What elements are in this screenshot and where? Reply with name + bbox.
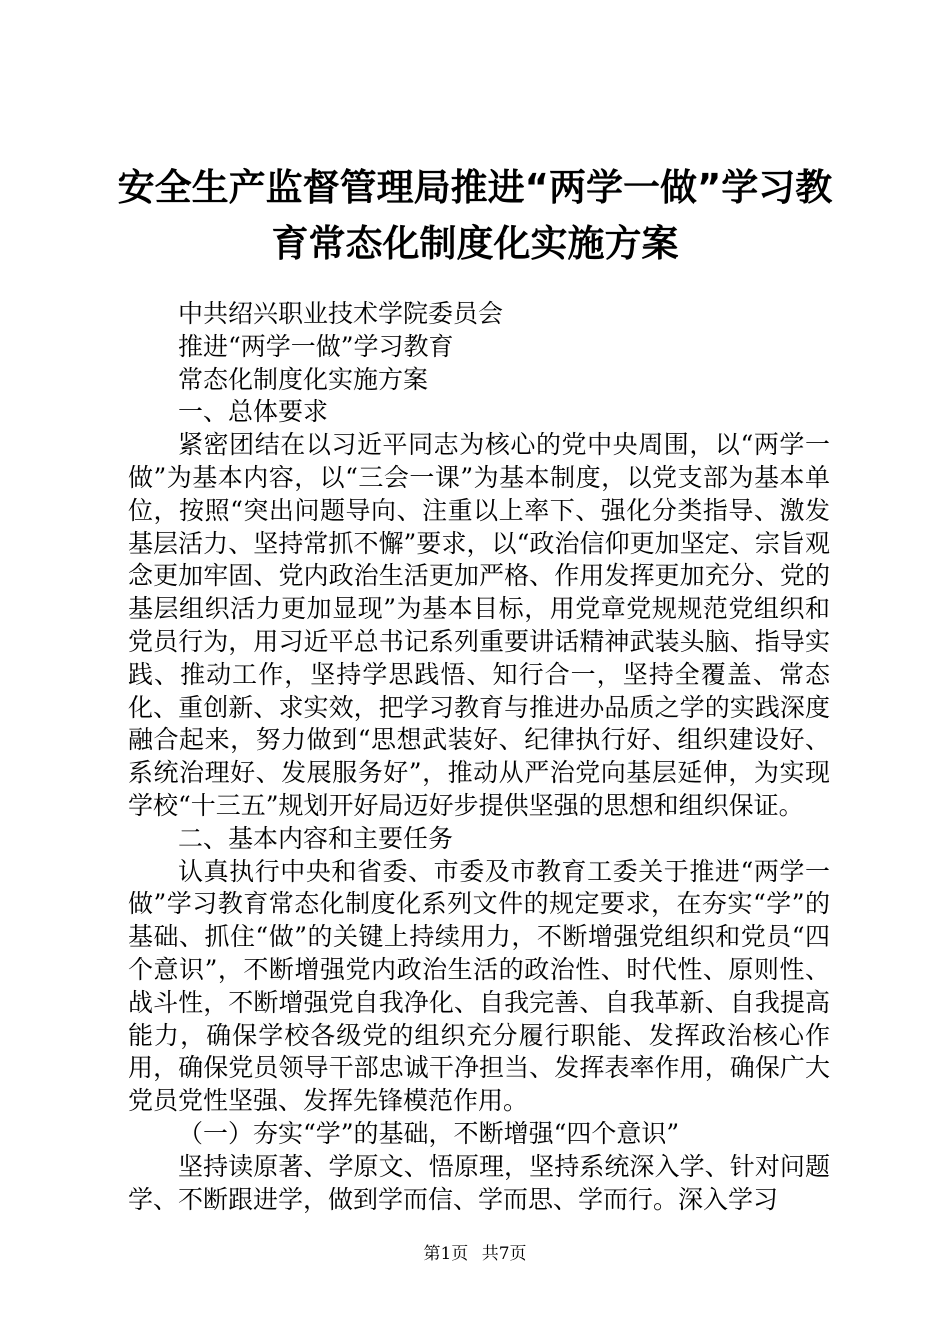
page-total: 共7页 bbox=[481, 1244, 527, 1264]
page-number: 第1页 bbox=[423, 1244, 469, 1264]
paragraph-study: 坚持读原著、学原文、悟原理，坚持系统深入学、针对问题学、不断跟进学，做到学而信、学而思、学而行。深入学习 bbox=[128, 1151, 830, 1214]
paragraph-org-name: 中共绍兴职业技术学院委员会 bbox=[178, 299, 504, 328]
document-title-line-2: 育常态化制度化实施方案 bbox=[271, 222, 679, 265]
subsection-heading-study: （一）夯实“学”的基础，不断增强“四个意识” bbox=[178, 1118, 680, 1148]
document-body bbox=[128, 298, 830, 1216]
paragraph-general-requirements: 紧密团结在以习近平同志为核心的党中央周围，以“两学一做”为基本内容，以“三会一课”为基本制度，以党支部为基本单位，按照“突出问题导向、注重以上率下、强化分类指导、激发基层活力、坚持常抓不懈”要求，以“政治信仰更加坚定、宗旨观念更加牢固、党内政治生活更加严格、作用发挥更加充分、党的基层组织活力更加显现”为基本目标，用党章党规规范党组织和党员行为，用习近平总书记系列重要讲话精神武装头脑、指导实践、推动工作，坚持学思践悟、知行合一，坚持全覆盖、常态化、重创新、求实效，把学习教育与推进办品质之学的实践深度融合起来，努力做到“思想武装好、纪律执行好、组织建设好、系统治理好、发展服务好”，推动从严治党向基层延伸，为实现学校“十三五”规划开好局迈好步提供坚强的思想和组织保证。 bbox=[128, 430, 830, 820]
paragraph-subtitle-2: 常态化制度化实施方案 bbox=[178, 364, 429, 394]
paragraph-main-tasks: 认真执行中央和省委、市委及市教育工委关于推进“两学一做”学习教育常态化制度化系列文件的规定要求，在夯实“学”的基础、抓住“做”的关键上持续用力，不断增强党组织和党员“四个意识”，不断增强党内政治生活的政治性、时代性、原则性、战斗性，不断增强党自我净化、自我完善、自我革新、自我提高能力，确保学校各级党的组织充分履行职能、发挥政治核心作用，确保党员领导干部忠诚干净担当、发挥表率作用，确保广大党员党性坚强、发挥先锋模范作用。 bbox=[128, 856, 830, 1116]
section-heading-content: 二、基本内容和主要任务 bbox=[178, 823, 454, 853]
page-footer bbox=[0, 1243, 950, 1265]
section-heading-general: 一、总体要求 bbox=[178, 397, 329, 427]
document-title-line-1: 安全生产监督管理局推进“两学一做”学习教 bbox=[117, 166, 833, 209]
paragraph-subtitle-1: 推进“两学一做”学习教育 bbox=[178, 331, 454, 361]
